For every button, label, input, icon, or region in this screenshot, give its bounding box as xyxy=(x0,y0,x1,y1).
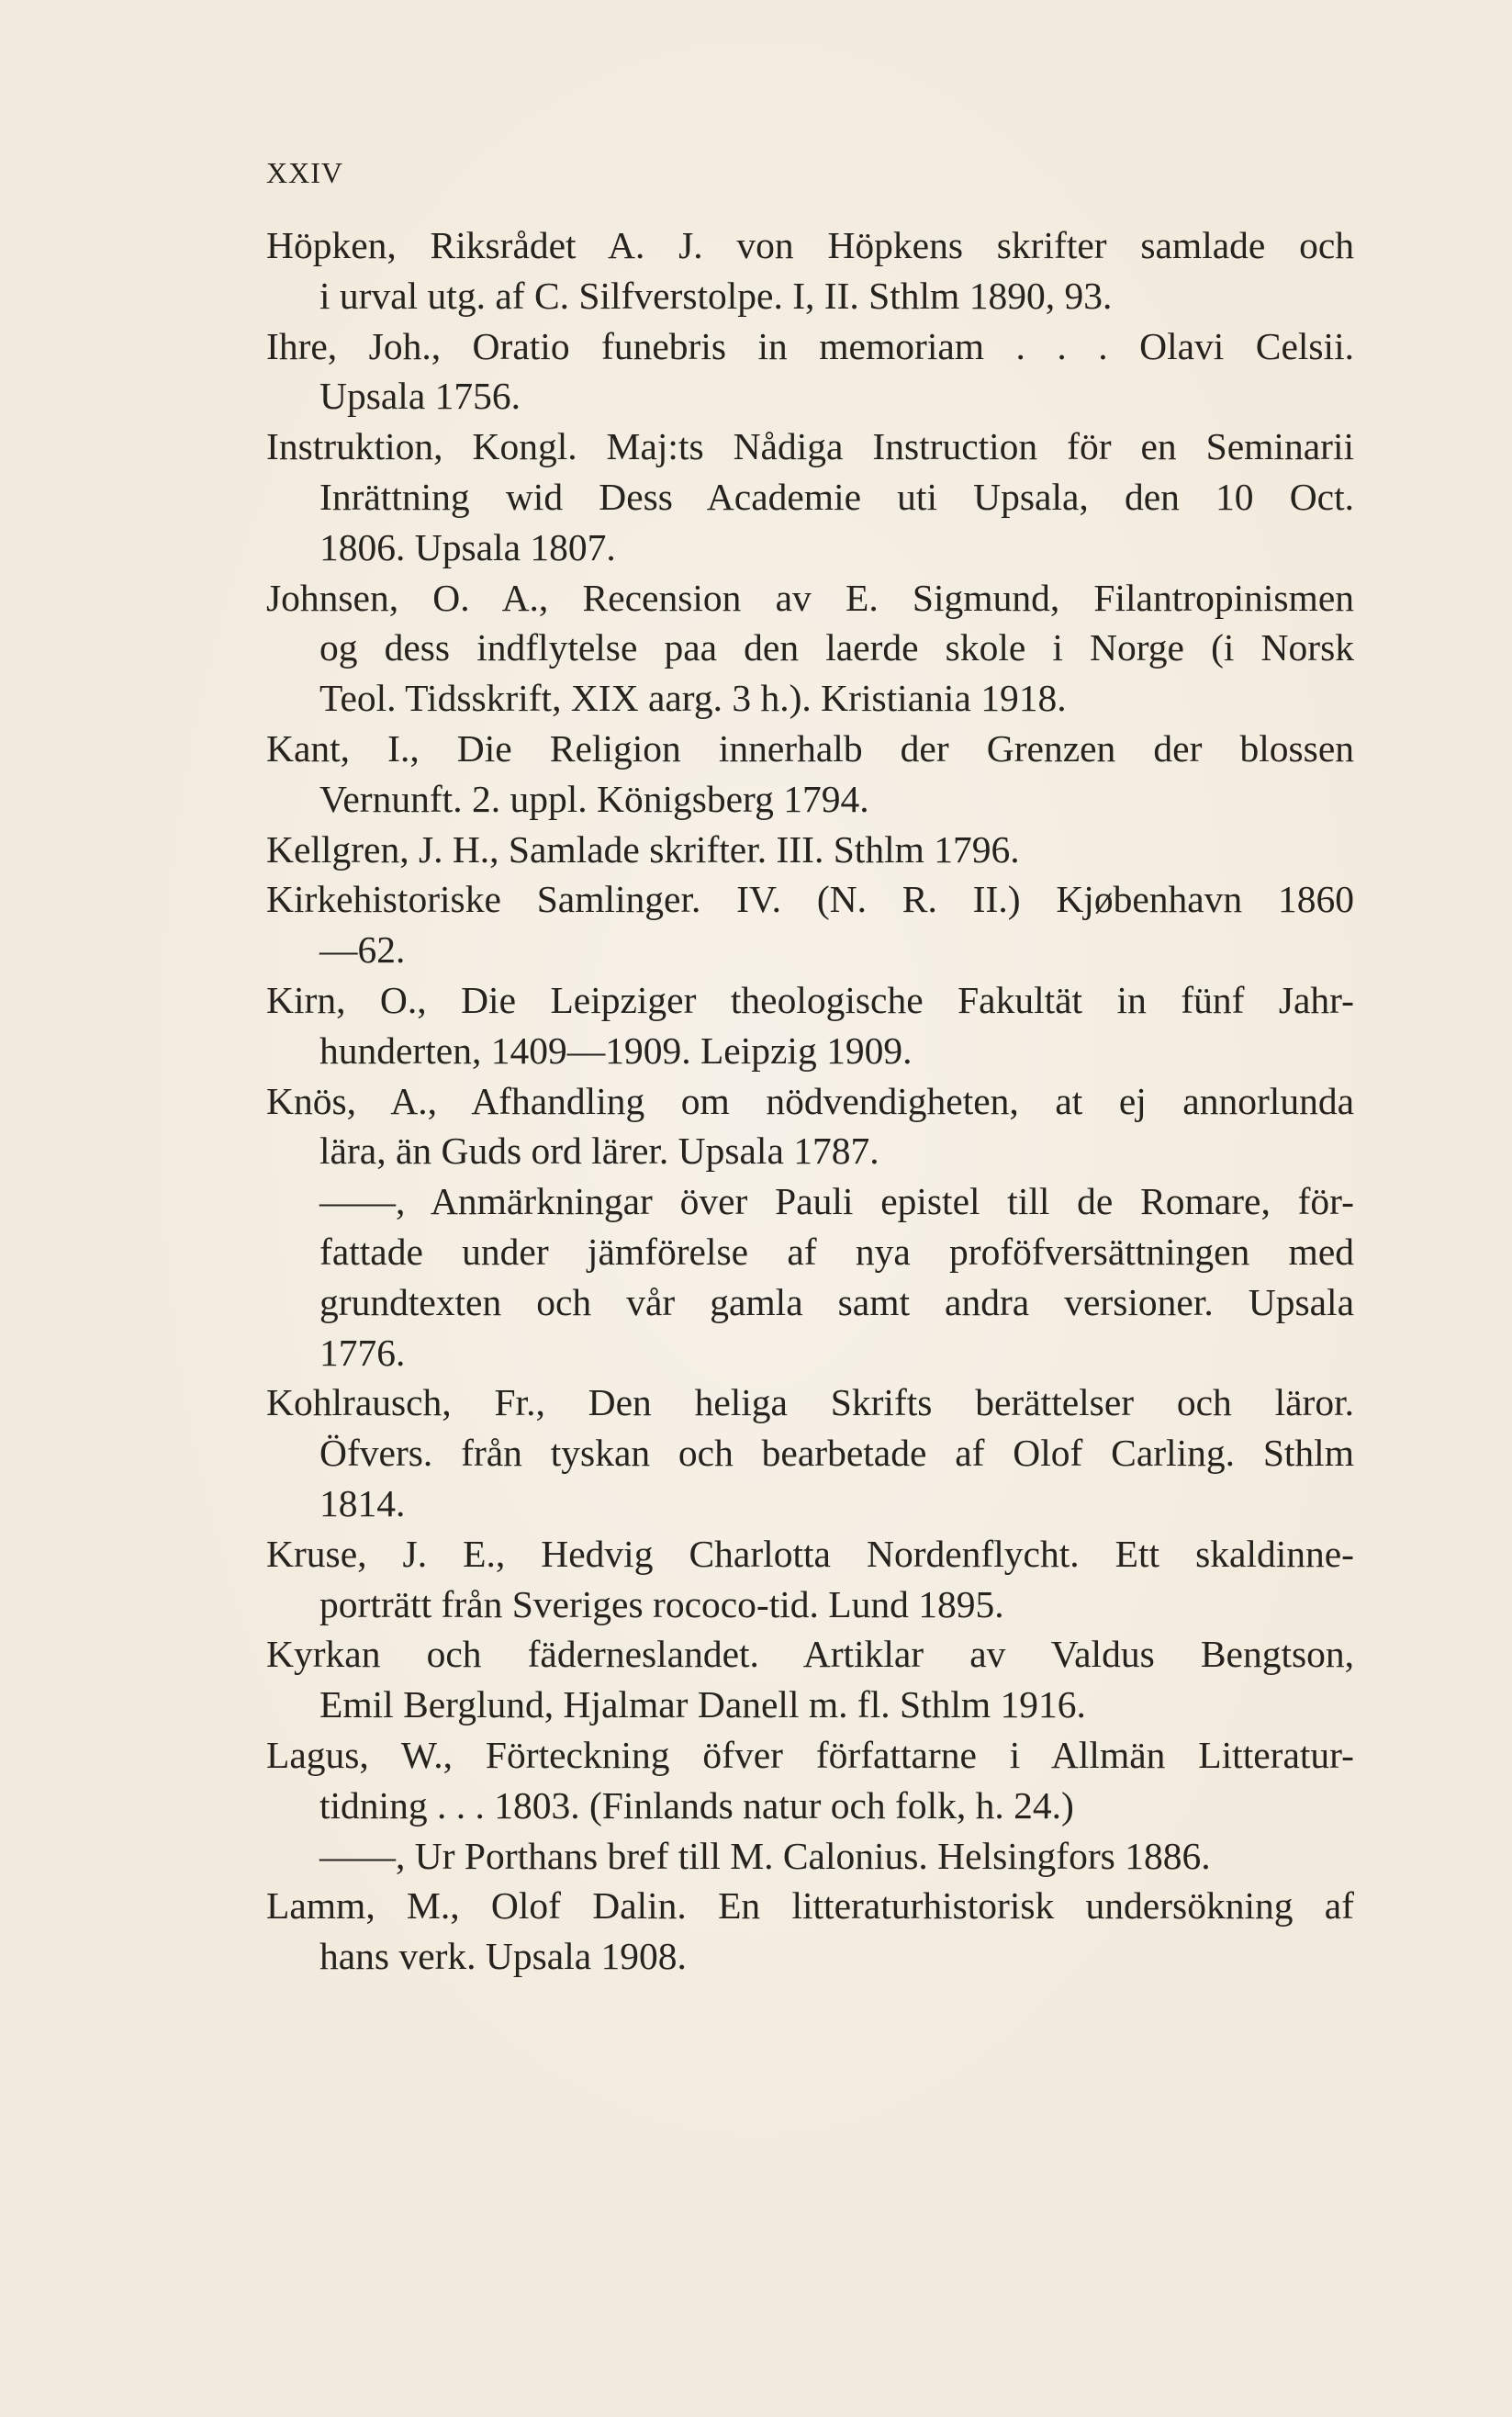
entry-line: Kruse, J. E., Hedvig Charlotta Nordenflycht. Ett skaldinne- xyxy=(266,1532,1354,1575)
entry-line: i urval utg. af C. Silfverstolpe. I, II. Sthlm 1890, 93. xyxy=(319,274,1113,317)
entry-line: Teol. Tidsskrift, XIX aarg. 3 h.). Kristiania 1918. xyxy=(319,677,1067,720)
bibliography-entry xyxy=(266,220,1354,321)
bibliography-entry xyxy=(266,1377,1354,1528)
entry-line: tidning . . . 1803. (Finlands natur och folk, h. 24.) xyxy=(319,1783,1074,1827)
entry-line: Instruktion, Kongl. Maj:ts Nådiga Instruction för en Seminarii xyxy=(266,425,1354,468)
bibliography-entry xyxy=(266,825,1354,875)
bibliography-entry xyxy=(266,1076,1354,1177)
entry-line: Kohlrausch, Fr., Den heliga Skrifts berättelser och läror. xyxy=(266,1381,1354,1424)
entry-line: 1806. Upsala 1807. xyxy=(319,525,616,568)
entry-line: lära, än Guds ord lärer. Upsala 1787. xyxy=(319,1130,879,1173)
entry-line: —62. xyxy=(319,928,406,972)
entry-line: Kirkehistoriske Samlinger. IV. (N. R. II.) Kjøbenhavn 1860 xyxy=(266,878,1354,921)
bibliography-entry xyxy=(266,1881,1354,1982)
entry-line: Knös, A., Afhandling om nödvendigheten, at ej annorlunda xyxy=(266,1079,1354,1122)
entry-line: fattade under jämförelse af nya proföfversättningen med xyxy=(319,1230,1354,1273)
entry-line: ——, Anmärkningar över Pauli epistel till de Romare, för- xyxy=(319,1180,1354,1223)
entry-line: grundtexten och vår gamla samt andra versioner. Upsala xyxy=(319,1280,1354,1323)
entry-line: Upsala 1756. xyxy=(319,375,521,418)
entry-line: Inrättning wid Dess Academie uti Upsala, den 10 Oct. xyxy=(319,475,1354,518)
bibliography-entry xyxy=(266,321,1354,422)
entry-line: hans verk. Upsala 1908. xyxy=(319,1935,687,1978)
entry-line: og dess indflytelse paa den laerde skole i Norge (i Norsk xyxy=(319,626,1354,669)
bibliography-entry xyxy=(266,724,1354,825)
entry-line: Ihre, Joh., Oratio funebris in memoriam . . . Olavi Celsii. xyxy=(266,324,1354,367)
bibliography-entry xyxy=(266,573,1354,724)
bibliography-list xyxy=(266,220,1354,1982)
bibliography-entry xyxy=(266,975,1354,1076)
entry-line: Kyrkan och fäderneslandet. Artiklar av Valdus Bengtson, xyxy=(266,1633,1354,1676)
entry-line: Lagus, W., Förteckning öfver författarne i Allmän Litteratur- xyxy=(266,1733,1354,1776)
bibliography-entry xyxy=(266,1629,1354,1730)
entry-line: Johnsen, O. A., Recension av E. Sigmund, Filantropinismen xyxy=(266,576,1354,619)
bibliography-entry xyxy=(266,1176,1354,1377)
bibliography-entry xyxy=(266,1831,1354,1882)
entry-line: Kant, I., Die Religion innerhalb der Grenzen der blossen xyxy=(266,726,1354,770)
entry-line: Lamm, M., Olof Dalin. En litteraturhistorisk undersökning af xyxy=(266,1884,1354,1928)
entry-line: porträtt från Sveriges rococo-tid. Lund 1895. xyxy=(319,1582,1004,1625)
entry-line: Öfvers. från tyskan och bearbetade af Olof Carling. Sthlm xyxy=(319,1432,1354,1475)
page-number: XXIV xyxy=(266,156,343,189)
bibliography-entry xyxy=(266,422,1354,572)
entry-line: ——, Ur Porthans bref till M. Calonius. Helsingfors 1886. xyxy=(319,1834,1211,1877)
entry-line: Höpken, Riksrådet A. J. von Höpkens skrifter samlade och xyxy=(266,224,1354,266)
entry-line: hunderten, 1409—1909. Leipzig 1909. xyxy=(319,1029,913,1072)
bibliography-entry xyxy=(266,1529,1354,1630)
entry-line: Kirn, O., Die Leipziger theologische Fakultät in fünf Jahr- xyxy=(266,978,1354,1021)
entry-line: Emil Berglund, Hjalmar Danell m. fl. Sthlm 1916. xyxy=(319,1683,1086,1726)
bibliography-entry xyxy=(266,1730,1354,1831)
entry-line: Vernunft. 2. uppl. Königsberg 1794. xyxy=(319,777,869,820)
entry-line: 1814. xyxy=(319,1481,406,1524)
entry-line: 1776. xyxy=(319,1331,406,1374)
bibliography-entry xyxy=(266,874,1354,975)
entry-line: Kellgren, J. H., Samlade skrifter. III. Sthlm 1796. xyxy=(266,827,1020,871)
